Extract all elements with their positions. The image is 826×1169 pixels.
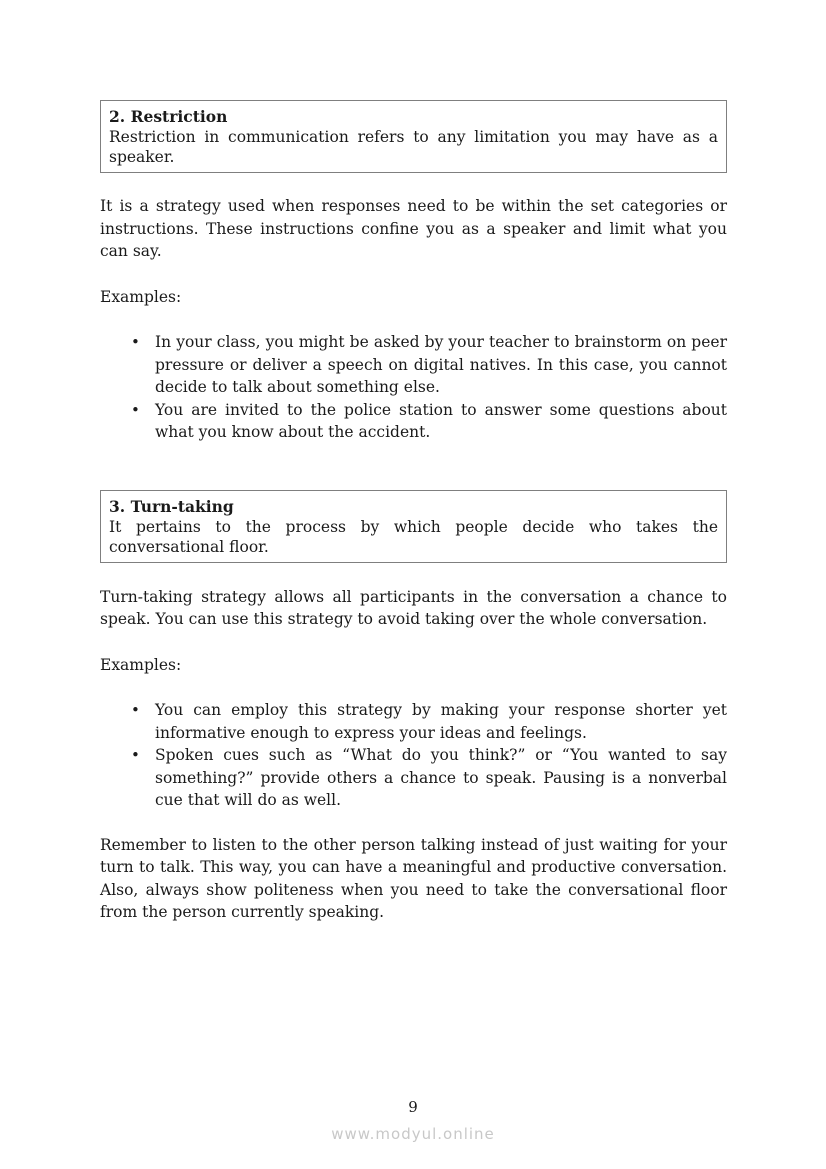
bullet-icon: • bbox=[131, 333, 140, 351]
turn-taking-examples-label: Examples: bbox=[100, 655, 182, 674]
watermark: www.modyul.online bbox=[331, 1125, 495, 1143]
turn-taking-examples-list bbox=[100, 699, 727, 812]
bullet-icon: • bbox=[131, 400, 140, 419]
example-text: You are invited to the police station to answer some questions about what you know about the accident. bbox=[155, 400, 727, 441]
restriction-examples-label: Examples: bbox=[100, 287, 182, 306]
list-item bbox=[100, 699, 727, 744]
bullet-icon: • bbox=[131, 746, 140, 764]
bullet-icon: • bbox=[131, 701, 140, 719]
turn-taking-heading: 3. Turn-taking bbox=[109, 496, 234, 516]
example-text: You can employ this strategy by making your response shorter yet informative enough to express your ideas and feelings. bbox=[155, 701, 727, 742]
restriction-definition: Restriction in communication refers to any limitation you may have as a speaker. bbox=[109, 128, 718, 166]
list-item bbox=[100, 744, 727, 812]
restriction-heading: 2. Restriction bbox=[109, 107, 228, 126]
turn-taking-definition: It pertains to the process by which people decide who takes the conversational floor. bbox=[109, 517, 718, 556]
turn-taking-definition-box bbox=[100, 490, 727, 563]
example-text: In your class, you might be asked by your teacher to brainstorm on peer pressure or deliver a speech on digital natives. In this case, you cannot decide to talk about something else. bbox=[155, 333, 727, 396]
list-item bbox=[100, 399, 727, 444]
restriction-examples-list bbox=[100, 331, 727, 444]
restriction-body: It is a strategy used when responses need to be within the set categories or instructions. These instructions confine you as a speaker and limit what you can say. bbox=[100, 197, 727, 260]
closing-paragraph: Remember to listen to the other person talking instead of just waiting for your turn to talk. This way, you can have a meaningful and productive conversation. Also, always show politeness when you need to take the conversational floor from the person currently speaking. bbox=[100, 835, 727, 921]
example-text: Spoken cues such as “What do you think?” or “You wanted to say something?” provide others a chance to speak. Pausing is a nonverbal cue that will do as well. bbox=[155, 746, 727, 809]
page-number: 9 bbox=[408, 1098, 418, 1116]
restriction-definition-box bbox=[100, 100, 727, 173]
turn-taking-body: Turn-taking strategy allows all participants in the conversation a chance to speak. You can use this strategy to avoid taking over the whole conversation. bbox=[100, 587, 727, 628]
document-page bbox=[100, 100, 727, 924]
list-item bbox=[100, 331, 727, 399]
